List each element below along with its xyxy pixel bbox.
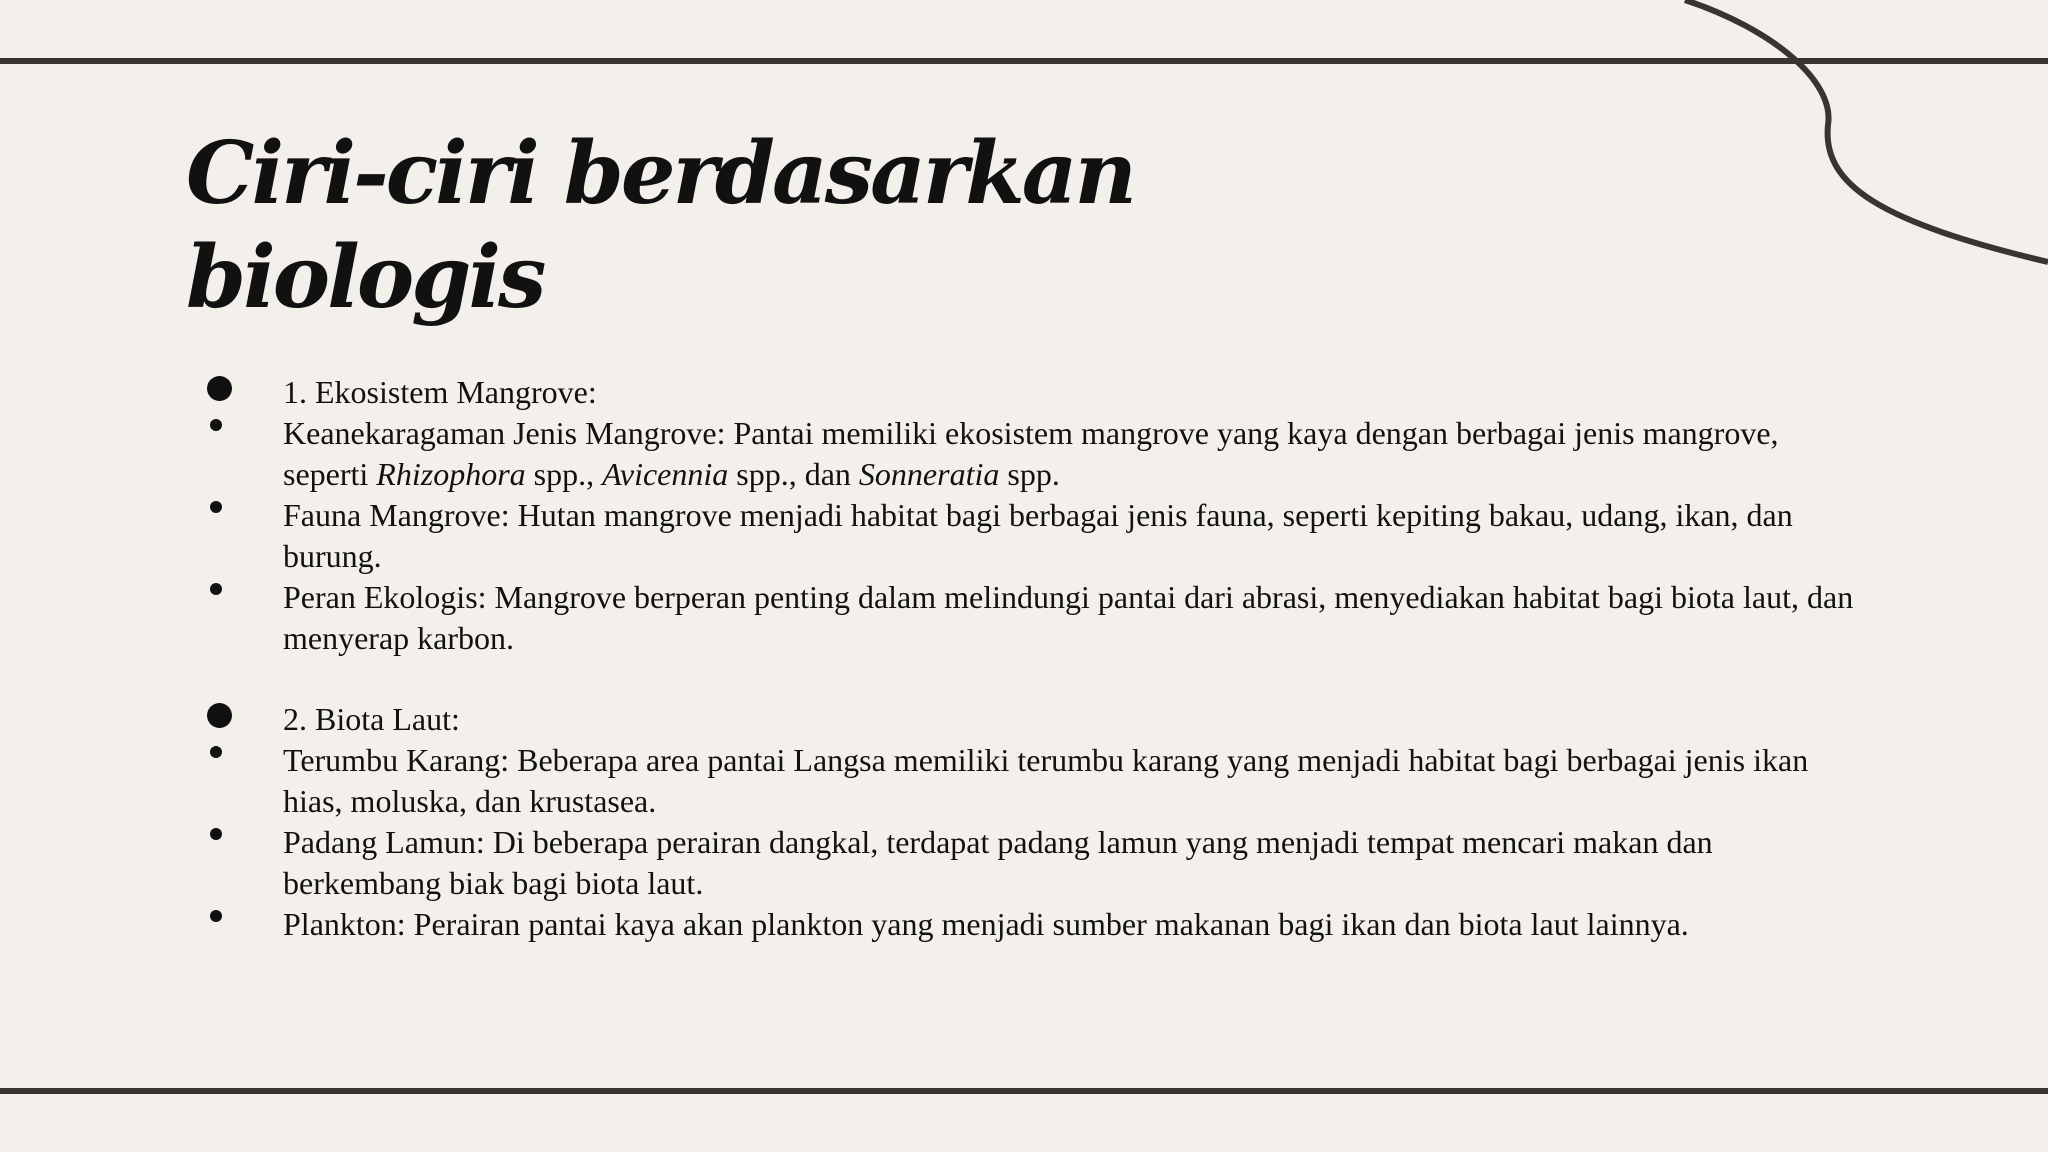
species-name: Rhizophora — [376, 456, 526, 492]
section-heading: 2. Biota Laut: — [283, 701, 460, 737]
list-item — [200, 904, 1860, 945]
list-item-text: Peran Ekologis: Mangrove berperan penting dalam melindungi pantai dari abrasi, menyediakan habitat bagi biota laut, dan menyerap karbon. — [283, 579, 1854, 656]
bullet-small — [210, 419, 222, 431]
list-item-text: Keanekaragaman Jenis Mangrove: Pantai memiliki ekosistem mangrove yang kaya dengan berbagai jenis mangrove, seperti Rhizophora spp., Avicennia spp., dan Sonneratia spp. — [283, 415, 1779, 492]
list-item — [200, 495, 1860, 577]
list-item — [200, 577, 1860, 659]
list-item — [200, 413, 1860, 495]
section-biota-laut — [200, 699, 1860, 945]
section-heading-row — [200, 372, 1860, 413]
species-name: Avicennia — [602, 456, 729, 492]
bullet-small — [210, 501, 222, 513]
list-item-text: Fauna Mangrove: Hutan mangrove menjadi habitat bagi berbagai jenis fauna, seperti kepiting bakau, udang, ikan, dan burung. — [283, 497, 1793, 574]
section-heading: 1. Ekosistem Mangrove: — [283, 374, 597, 410]
list-item-text: Plankton: Perairan pantai kaya akan plankton yang menjadi sumber makanan bagi ikan dan biota laut lainnya. — [283, 906, 1689, 942]
bullet-small — [210, 828, 222, 840]
bullet-large — [207, 376, 232, 401]
title-line-2: biologis — [186, 227, 544, 328]
slide-title — [186, 122, 1186, 330]
list-item-text: Padang Lamun: Di beberapa perairan dangkal, terdapat padang lamun yang menjadi tempat mencari makan dan berkembang biak bagi biota laut. — [283, 824, 1713, 901]
title-line-1: Ciri-ciri berdasarkan — [186, 123, 1135, 224]
section-ekosistem-mangrove — [200, 372, 1860, 659]
list-item — [200, 822, 1860, 904]
bullet-large — [207, 703, 232, 728]
bullet-small — [210, 910, 222, 922]
bullet-small — [210, 746, 222, 758]
section-heading-row — [200, 699, 1860, 740]
top-divider-line — [0, 58, 2048, 64]
species-name: Sonneratia — [858, 456, 1000, 492]
list-item-text: Terumbu Karang: Beberapa area pantai Langsa memiliki terumbu karang yang menjadi habitat bagi berbagai jenis ikan hias, moluska, dan krustasea. — [283, 742, 1809, 819]
bottom-divider-line — [0, 1088, 2048, 1094]
list-item — [200, 740, 1860, 822]
bullet-small — [210, 583, 222, 595]
bullet-content — [200, 372, 1860, 985]
